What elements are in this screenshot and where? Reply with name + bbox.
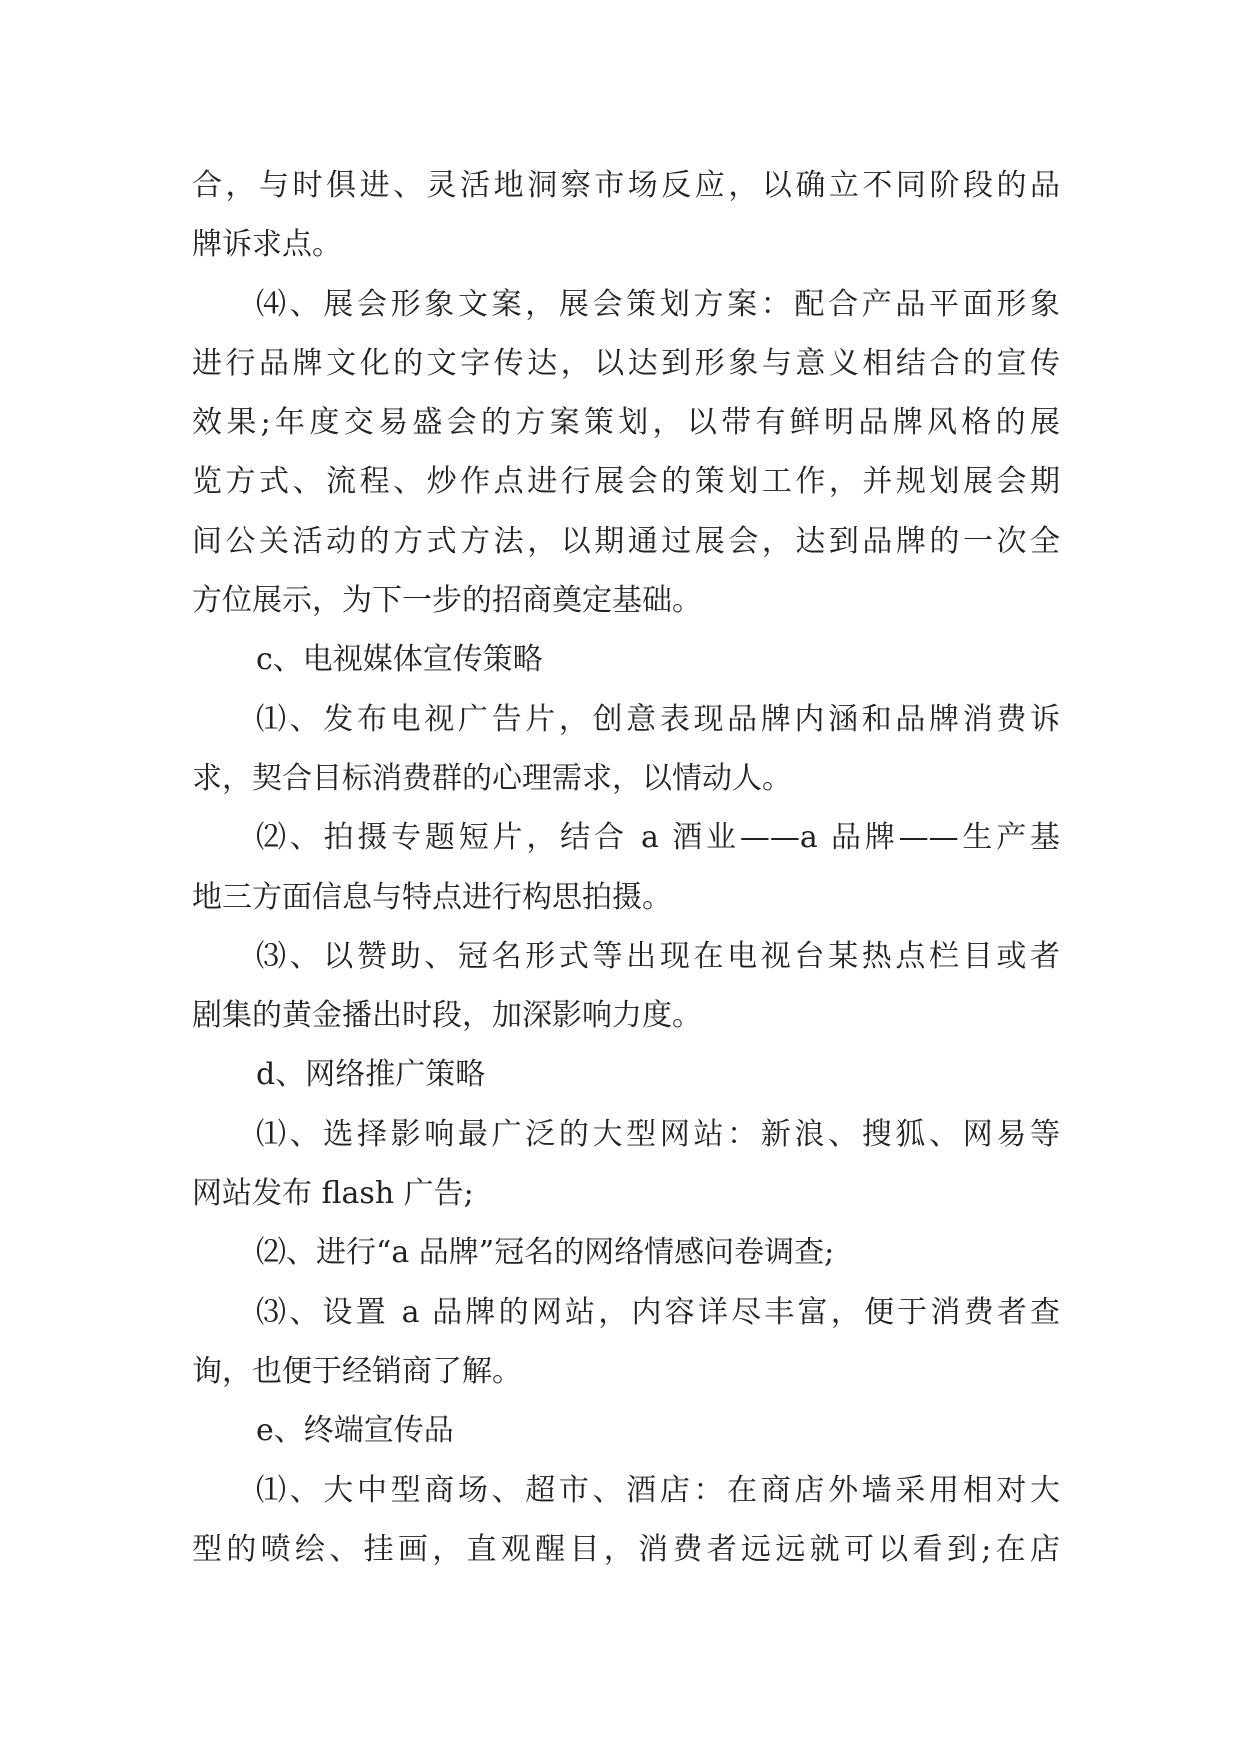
text-line: 询，也便于经销商了解。 [192, 1353, 522, 1389]
paragraph [192, 275, 1060, 631]
text-line: ⑵、拍摄专题短片，结合 a 酒业——a 品牌——生产基 [256, 820, 1060, 856]
text-line: 进行品牌文化的文字传达，以达到形象与意义相结合的宣传 [192, 345, 1060, 381]
paragraph [192, 690, 1060, 809]
text-line: 方位展示，为下一步的招商奠定基础。 [192, 583, 702, 619]
body-text [192, 156, 1060, 1579]
section-heading [192, 1401, 1060, 1460]
text-line: 求，契合目标消费群的心理需求，以情动人。 [192, 760, 792, 796]
text-line: ⑶、以赞助、冠名形式等出现在电视台某热点栏目或者 [256, 938, 1060, 974]
text-line: 览方式、流程、炒作点进行展会的策划工作，并规划展会期 [192, 464, 1060, 500]
paragraph [192, 1223, 1060, 1282]
text-line: c、电视媒体宣传策略 [256, 642, 543, 678]
text-line: d、网络推广策略 [256, 1057, 486, 1093]
paragraph [192, 156, 1060, 275]
text-line: 网站发布 flash 广告; [192, 1176, 474, 1212]
text-line: 剧集的黄金播出时段，加深影响力度。 [192, 998, 702, 1034]
paragraph [192, 1283, 1060, 1402]
text-line: 地三方面信息与特点进行构思拍摄。 [192, 879, 672, 915]
text-line: ⑷、展会形象文案，展会策划方案：配合产品平面形象 [256, 286, 1060, 322]
text-line: 型的喷绘、挂画，直观醒目，消费者远远就可以看到;在店 [192, 1531, 1060, 1567]
text-line: ⑶、设置 a 品牌的网站，内容详尽丰富，便于消费者查 [256, 1294, 1060, 1330]
paragraph [192, 808, 1060, 927]
paragraph [192, 1105, 1060, 1224]
section-heading [192, 630, 1060, 689]
text-line: 间公关活动的方式方法，以期通过展会，达到品牌的一次全 [192, 523, 1060, 559]
section-heading [192, 1045, 1060, 1104]
paragraph [192, 927, 1060, 1046]
text-line: ⑴、选择影响最广泛的大型网站：新浪、搜狐、网易等 [256, 1116, 1060, 1152]
paragraph [192, 1461, 1060, 1580]
text-line: ⑴、发布电视广告片，创意表现品牌内涵和品牌消费诉 [256, 701, 1060, 737]
text-line: ⑵、进行“a 品牌”冠名的网络情感问卷调查; [256, 1235, 835, 1271]
text-line: 效果;年度交易盛会的方案策划，以带有鲜明品牌风格的展 [192, 405, 1060, 441]
text-line: ⑴、大中型商场、超市、酒店：在商店外墙采用相对大 [256, 1472, 1060, 1508]
text-line: 牌诉求点。 [192, 227, 342, 263]
text-line: 合，与时俱进、灵活地洞察市场反应，以确立不同阶段的品 [192, 168, 1060, 203]
text-line: e、终端宣传品 [256, 1413, 454, 1449]
